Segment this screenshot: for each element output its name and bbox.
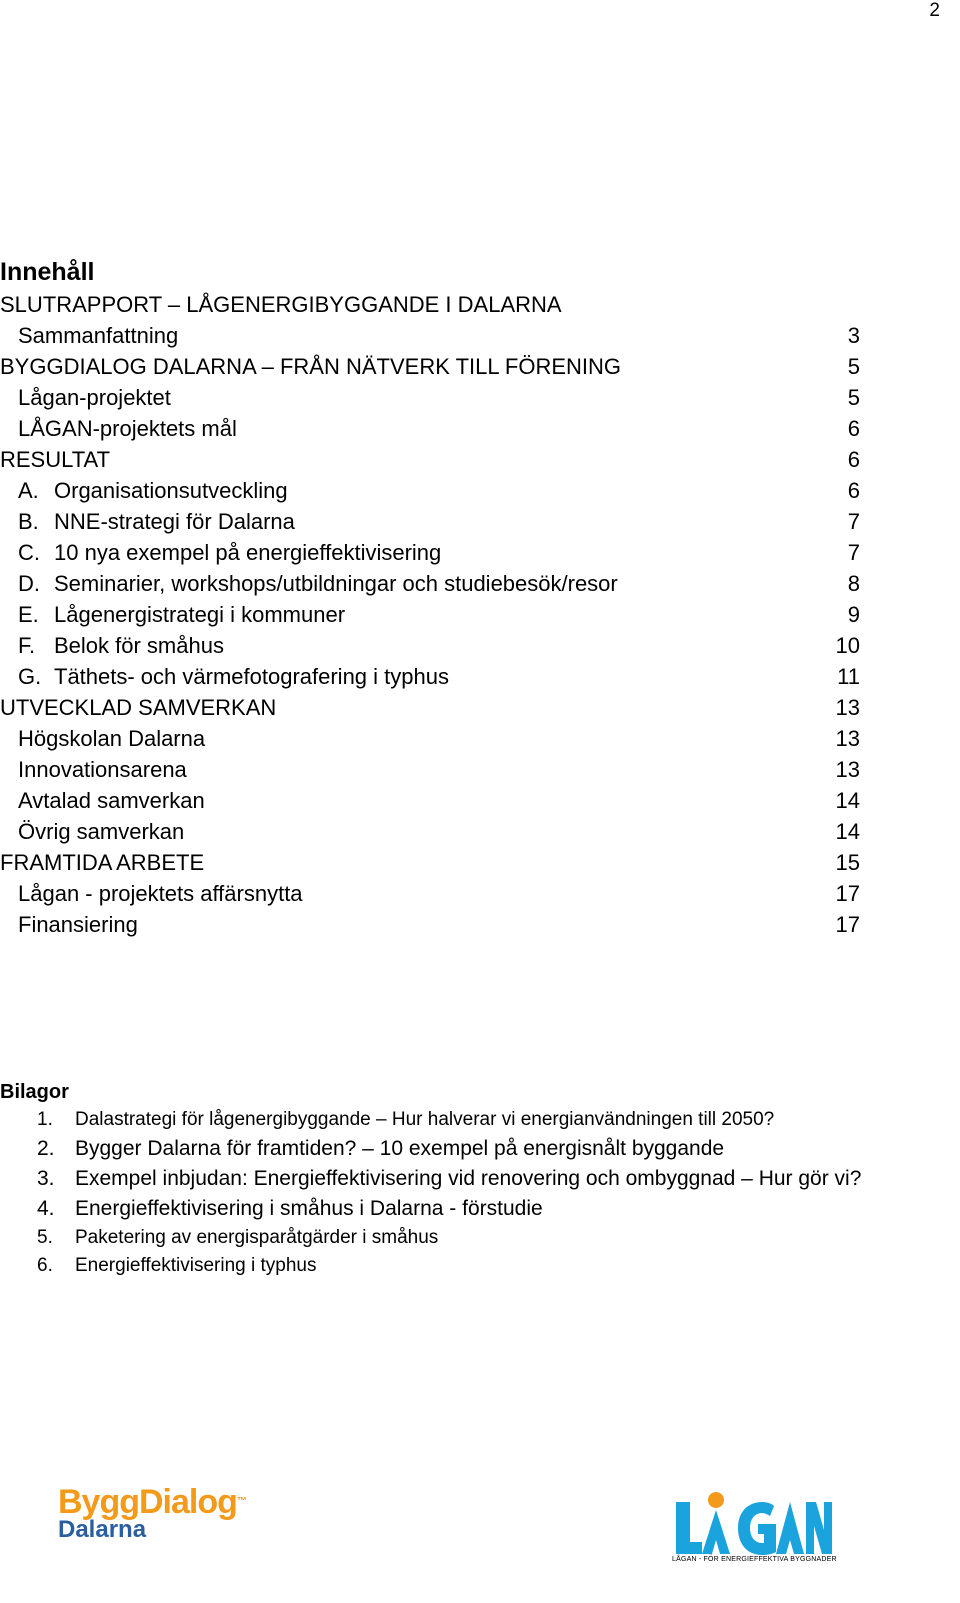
toc-entry[interactable]: C. 10 nya exempel på energieffektivisering 7 (18, 540, 860, 565)
toc-entry[interactable]: RESULTAT 6 (0, 447, 860, 472)
toc-entry[interactable]: Övrig samverkan 14 (18, 819, 860, 844)
toc-entry[interactable]: UTVECKLAD SAMVERKAN 13 (0, 695, 860, 720)
bilaga-item: 5. Paketering av energisparåtgärder i småhus (37, 1227, 439, 1248)
bilaga-item: 3. Exempel inbjudan: Energieffektivisering vid renovering och ombyggnad – Hur gör vi? (37, 1167, 862, 1190)
toc-entry[interactable]: F. Belok för småhus 10 (18, 633, 860, 658)
toc-entry[interactable]: Högskolan Dalarna 13 (18, 726, 860, 751)
toc-entry[interactable]: D. Seminarier, workshops/utbildningar och studiebesök/resor 8 (18, 571, 860, 596)
toc-entry[interactable]: FRAMTIDA ARBETE 15 (0, 850, 860, 875)
byggdialog-dalarna-logo: ByggDialog™ Dalarna (58, 1483, 246, 1543)
bilaga-item: 6. Energieffektivisering i typhus (37, 1255, 317, 1276)
toc-entry[interactable]: A. Organisationsutveckling 6 (18, 478, 860, 503)
toc-entry[interactable]: Finansiering 17 (18, 912, 860, 937)
toc-entry[interactable]: Lågan - projektets affärsnytta 17 (18, 881, 860, 906)
bilaga-item: 4. Energieffektivisering i småhus i Dalarna - förstudie (37, 1197, 543, 1220)
toc-entry[interactable]: Innovationsarena 13 (18, 757, 860, 782)
bilaga-item: 2. Bygger Dalarna för framtiden? – 10 exempel på energisnålt byggande (37, 1137, 725, 1160)
toc-entry[interactable]: E. Lågenergistrategi i kommuner 9 (18, 602, 860, 627)
toc-entry[interactable]: Sammanfattning 3 (18, 323, 860, 348)
bilagor-heading: Bilagor (0, 1081, 69, 1103)
toc-entry[interactable]: Avtalad samverkan 14 (18, 788, 860, 813)
bilagor-list (0, 1106, 950, 1280)
toc-entry[interactable]: Lågan-projektet 5 (18, 385, 860, 410)
lagan-logo (672, 1490, 837, 1570)
toc-entry[interactable]: LÅGAN-projektets mål 6 (18, 416, 860, 441)
toc-entry[interactable]: BYGGDIALOG DALARNA – FRÅN NÄTVERK TILL FÖRENING 5 (0, 354, 860, 379)
page-number: 2 (929, 0, 940, 21)
table-of-contents (0, 289, 860, 940)
lagan-subtitle: LÅGAN - FÖR ENERGIEFFEKTIVA BYGGNADER (672, 1556, 837, 1563)
lagan-logo-mark (672, 1490, 834, 1556)
toc-entry[interactable]: SLUTRAPPORT – LÅGENERGIBYGGANDE I DALARNA (0, 292, 562, 317)
toc-entry[interactable]: G. Täthets- och värmefotografering i typhus 11 (18, 664, 860, 689)
toc-heading: Innehåll (0, 258, 95, 286)
toc-entry[interactable]: B. NNE-strategi för Dalarna 7 (18, 509, 860, 534)
bilaga-item: 1. Dalastrategi för lågenergibyggande – Hur halverar vi energianvändningen till 2050? (37, 1109, 775, 1130)
